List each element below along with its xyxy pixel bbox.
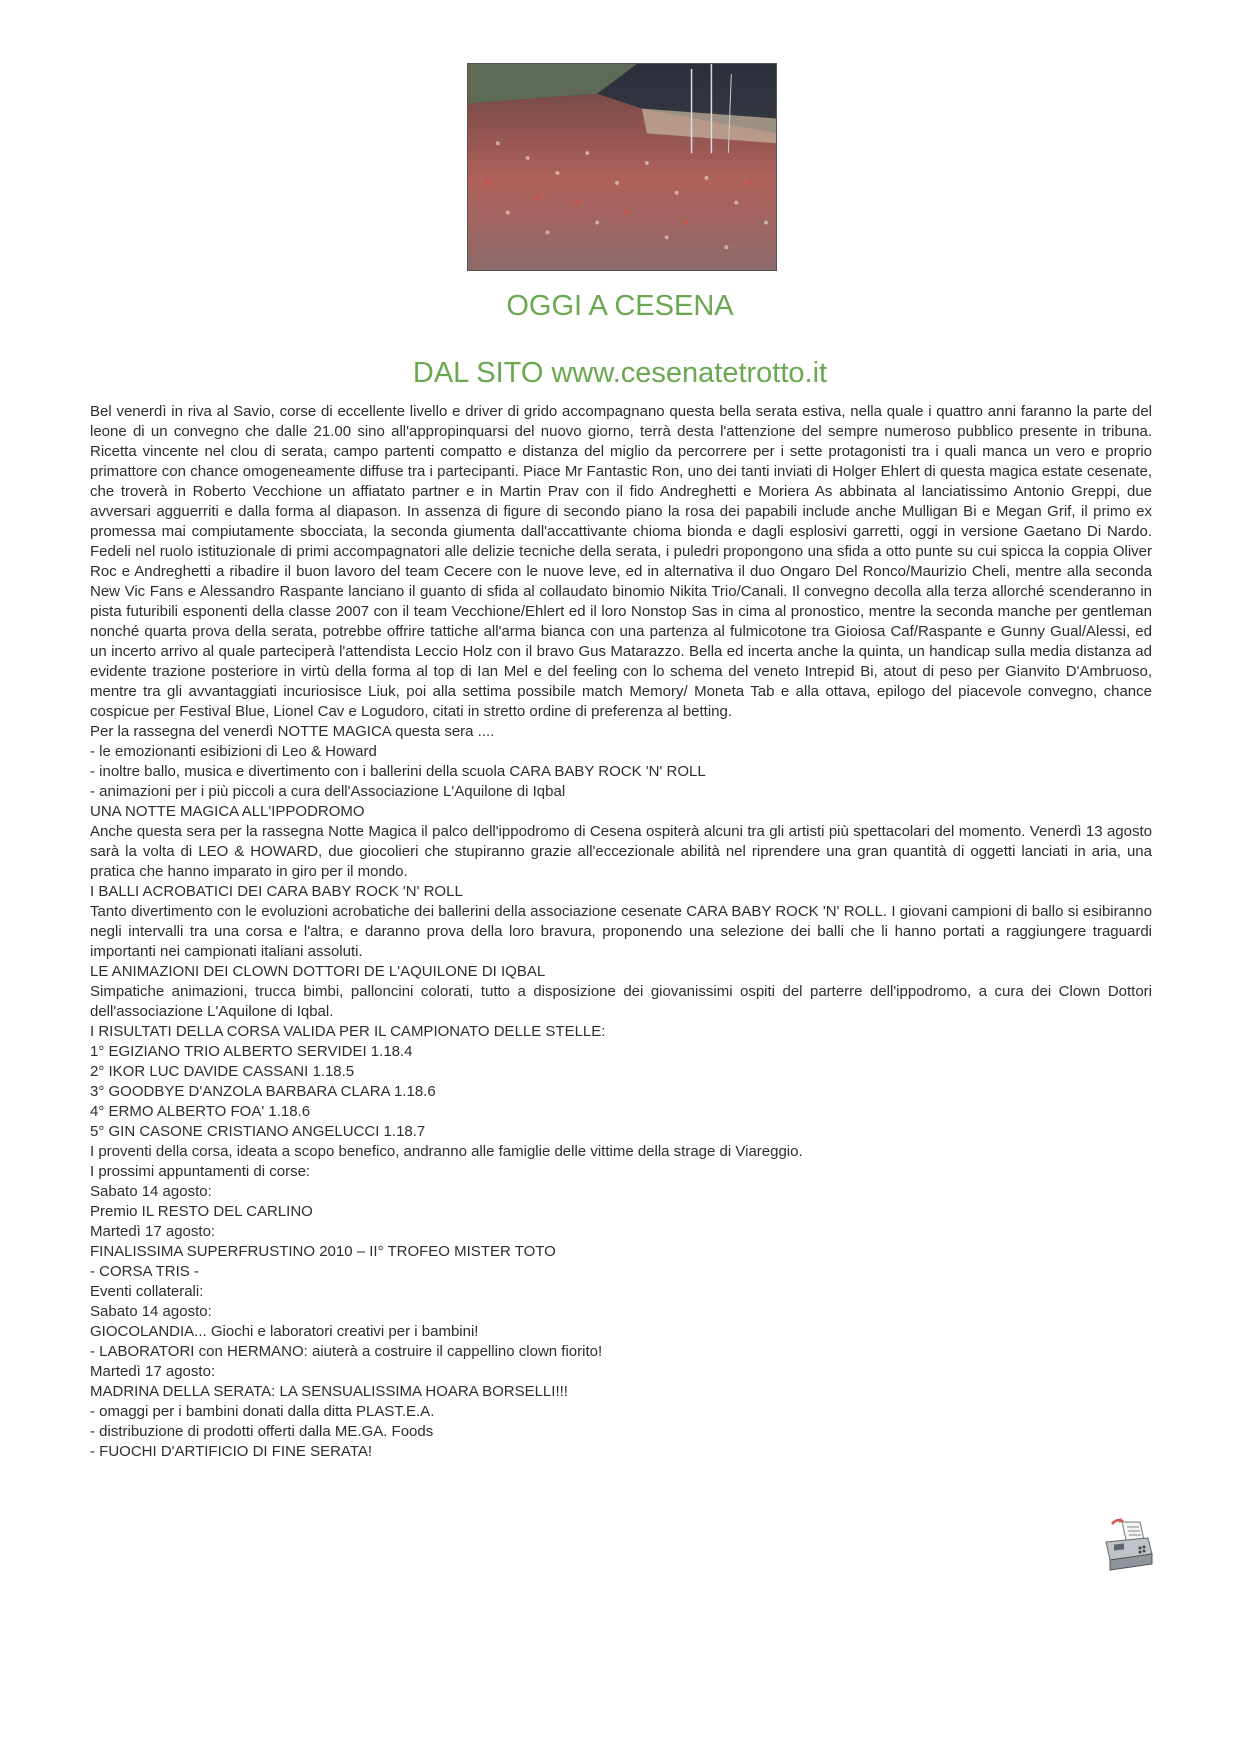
closing-line: Martedì 17 agosto:: [90, 1223, 216, 1240]
racetrack-crowd-photo: [467, 63, 777, 271]
closing-line: FINALISSIMA SUPERFRUSTINO 2010 – II° TROFEO MISTER TOTO: [90, 1243, 556, 1260]
intro-paragraph: Bel venerdì in riva al Savio, corse di eccellente livello e driver di grido accompagnano questa bella serata estiva, nella quale i quattro anni faranno la parte del leone di un convegno che dalle 21.00 sino all'appropinquarsi del nuovo giorno, terrà desta l'attenzione del sempre numeroso pubblico presente in tribuna. Ricetta vincente nel clou di serata, campo partenti compatto e distanza del miglio da percorrere per i sette protagonisti tra i quali manca un vero e proprio primattore con chance omogeneamente diffuse tra i partecipanti. Piace Mr Fantastic Ron, uno dei tanti inviati di Holger Ehlert di questa magica estate cesenate, che troverà in Roberto Vecchione un affiatato partner e in Martin Prav con il fido Andreghetti e Moriera As abbinata al lanciatissimo Antonio Greppi, due avversari agguerriti e dalla forma al diapason. In assenza di figure di secondo piano la rosa dei papabili include anche Mulligan Bi e Megan Grif, il primo ex promessa mai compiutamente sbocciata, la seconda giumenta dall'accattivante chioma bionda e dagli esplosivi garretti, oggi in versione Gaetano Di Nardo. Fedeli nel ruolo istituzionale di primi accompagnatori alle delizie tecniche della serata, i puledri propongono una sfida a otto punte su cui spicca la coppia Oliver Roc e Andreghetti a ribadire il buon lavoro del team Cecere con le nuove leve, ed in alternativa il duo Ongaro Del Ronco/Maurizio Cheli, mentre alla seconda New Vic Fans e Alessandro Raspante lanciano il guanto di sfida al collaudato binomio Nikita Trio/Canali. Il convegno decolla alla terza allorché scenderanno in pista futuribili esponenti della classe 2007 con il team Vecchione/Ehlert ed il loro Nonstop Sas in cima al pronostico, mentre la seconda manche per gentleman nonché quarta prova della serata, potrebbe offrire tattiche all'arma bianca con una partenza al fulmicotone tra Gioiosa Caf/Raspante e Gunny Gual/Alessi, ed un incerto arrivo al quale parteciperà l'attendista Leccio Holz con il bravo Gus Matarazzo. Bella ed incerta anche la quinta, un handicap sulla media distanza ad evidente trazione posteriore in virtù della forma al top di Ian Mel e del feeling con lo schema del veneto Intrepid Bi, atout di peso per Gianvito D'Ambruoso, mentre tra gli avvantaggiati incuriosisce Liuk, poi alla settima possibile match Memory/ Moneta Tab e alla ottava, epilogo del piacevole convegno, chance cospicue per Festival Blue, Lionel Cav e Logudoro, citati in stretto ordine di preferenza al betting.: [90, 403, 1152, 720]
result-row: 5° GIN CASONE CRISTIANO ANGELUCCI 1.18.7: [90, 1123, 426, 1140]
closing-line: I proventi della corsa, ideata a scopo benefico, andranno alle famiglie delle vittime della strage di Viareggio.: [90, 1143, 803, 1160]
closing-line: - omaggi per i bambini donati dalla ditta PLAST.E.A.: [90, 1403, 435, 1420]
fax-machine-icon[interactable]: [1100, 1518, 1156, 1574]
result-row: 1° EGIZIANO TRIO ALBERTO SERVIDEI 1.18.4: [90, 1043, 413, 1060]
closing-line: - CORSA TRIS -: [90, 1263, 199, 1280]
racetrack-crowd-image: [468, 64, 776, 270]
notte-line: - inoltre ballo, musica e divertimento con i ballerini della scuola CARA BABY ROCK 'N' ROLL: [90, 763, 706, 780]
closing-line: Premio IL RESTO DEL CARLINO: [90, 1203, 313, 1220]
result-row: 3° GOODBYE D'ANZOLA BARBARA CLARA 1.18.6: [90, 1083, 436, 1100]
clown-paragraph: Simpatiche animazioni, trucca bimbi, palloncini colorati, tutto a disposizione dei giovanissimi ospiti del parterre dell'ippodromo, a cura dei Clown Dottori dell'associazione L'Aquilone di Iqbal.: [90, 983, 1152, 1020]
closing-line: MADRINA DELLA SERATA: LA SENSUALISSIMA HOARA BORSELLI!!!: [90, 1383, 568, 1400]
closing-line: - FUOCHI D'ARTIFICIO DI FINE SERATA!: [90, 1443, 373, 1460]
closing-line: Sabato 14 agosto:: [90, 1183, 212, 1200]
clown-heading: LE ANIMAZIONI DEI CLOWN DOTTORI DE L'AQUILONE DI IQBAL: [90, 963, 546, 980]
closing-line: - distribuzione di prodotti offerti dalla ME.GA. Foods: [90, 1423, 434, 1440]
closing-line: I prossimi appuntamenti di corse:: [90, 1163, 311, 1180]
balli-heading: I BALLI ACROBATICI DEI CARA BABY ROCK 'N' ROLL: [90, 883, 463, 900]
results-heading: I RISULTATI DELLA CORSA VALIDA PER IL CAMPIONATO DELLE STELLE:: [90, 1023, 606, 1040]
article-body: [90, 402, 1152, 1462]
closing-line: Sabato 14 agosto:: [90, 1303, 212, 1320]
source-title: DAL SITO www.cesenatetrotto.it: [412, 357, 828, 389]
page-title: OGGI A CESENA: [506, 290, 734, 322]
closing-line: Eventi collaterali:: [90, 1283, 204, 1300]
notte-heading: UNA NOTTE MAGICA ALL'IPPODROMO: [90, 803, 365, 820]
notte-line: - animazioni per i più piccoli a cura dell'Associazione L'Aquilone di Iqbal: [90, 783, 566, 800]
closing-line: GIOCOLANDIA... Giochi e laboratori creativi per i bambini!: [90, 1323, 479, 1340]
closing-line: - LABORATORI con HERMANO: aiuterà a costruire il cappellino clown fiorito!: [90, 1343, 603, 1360]
result-row: 4° ERMO ALBERTO FOA' 1.18.6: [90, 1103, 311, 1120]
notte-line: - le emozionanti esibizioni di Leo & Howard: [90, 743, 377, 760]
notte-paragraph: Anche questa sera per la rassegna Notte Magica il palco dell'ippodromo di Cesena ospiterà alcuni tra gli artisti più spettacolari del momento. Venerdì 13 agosto sarà la volta di LEO & HOWARD, due giocolieri che stupiranno grazie all'eccezionale abilità nel riprendere una gran quantità di oggetti lanciati in aria, una pratica che hanno imparato in giro per il mondo.: [90, 823, 1152, 880]
result-row: 2° IKOR LUC DAVIDE CASSANI 1.18.5: [90, 1063, 355, 1080]
balli-paragraph: Tanto divertimento con le evoluzioni acrobatiche dei ballerini della associazione cesenate CARA BABY ROCK 'N' ROLL. I giovani campioni di ballo si esibiranno negli intervalli tra una corsa e l'altra, e daranno prova della loro bravura, proponendo una selezione dei balli che li hanno portati a raggiungere traguardi importanti nei campionati italiani assoluti.: [90, 903, 1152, 960]
notte-line: Per la rassegna del venerdì NOTTE MAGICA questa sera ....: [90, 723, 495, 740]
closing-line: Martedì 17 agosto:: [90, 1363, 216, 1380]
